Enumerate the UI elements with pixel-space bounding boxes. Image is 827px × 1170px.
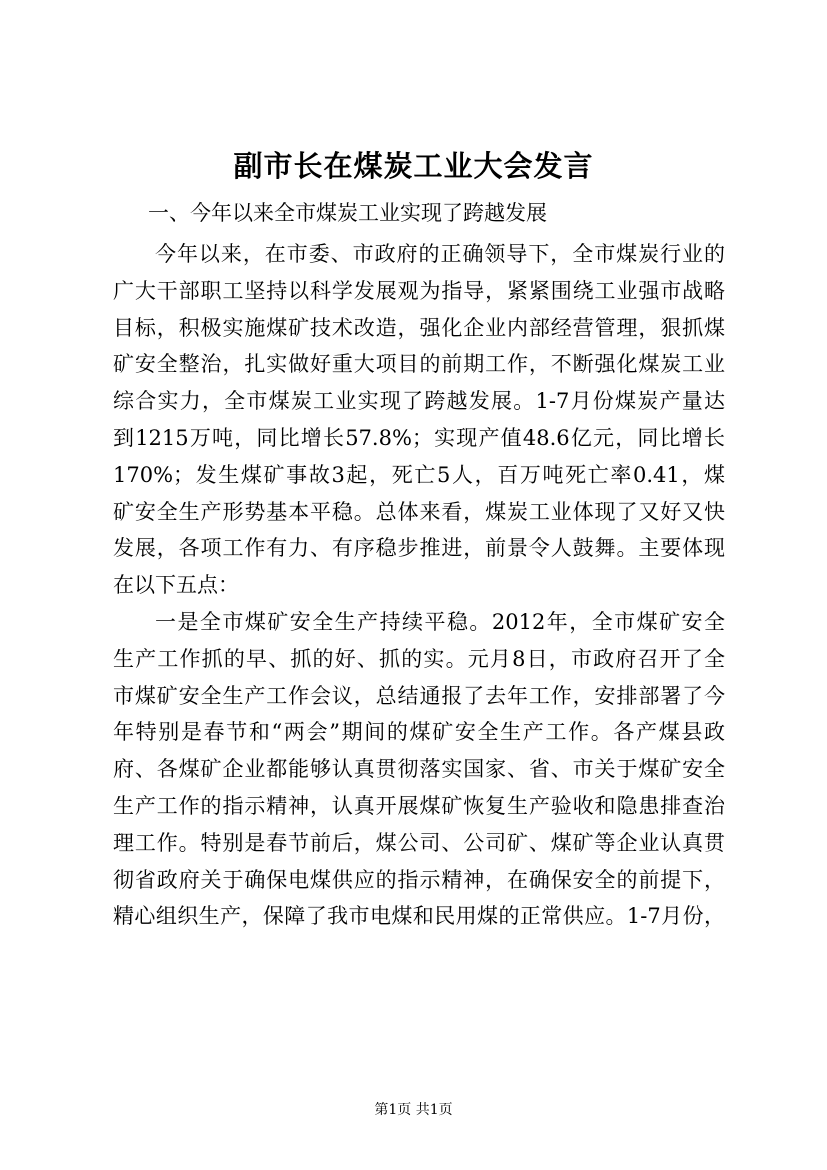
text-line: 今年以来，在市委、市政府的正确领导下，全市煤炭行业的 (155, 242, 725, 266)
text-line: 目标，积极实施煤矿技术改造，强化企业内部经营管理，狠抓煤 (113, 315, 725, 340)
text-line: 到1215万吨，同比增长57.8%；实现产值48.6亿元，同比增长 (113, 425, 725, 450)
text-line: 府、各煤矿企业都能够认真贯彻落实国家、省、市关于煤矿安全 (113, 757, 725, 782)
text-line: 一是全市煤矿安全生产持续平稳。2012年，全市煤矿安全 (155, 609, 725, 634)
text-line: 市煤矿安全生产工作会议，总结通报了去年工作，安排部署了今 (113, 683, 725, 708)
text-line: 矿安全整治，扎实做好重大项目的前期工作，不断强化煤炭工业 (113, 352, 725, 377)
section-heading: 一、今年以来全市煤炭工业实现了跨越发展 (148, 201, 547, 225)
page-footer: 第1页 共1页 (374, 1102, 453, 1118)
text-line: 精心组织生产，保障了我市电煤和民用煤的正常供应。1-7月份， (113, 904, 725, 929)
body-text (113, 236, 725, 935)
text-line: 生产工作抓的早、抓的好、抓的实。元月8日，市政府召开了全 (113, 646, 725, 671)
text-line: 在以下五点： (113, 573, 239, 598)
text-line: 170%；发生煤矿事故3起，死亡5人，百万吨死亡率0.41，煤 (113, 462, 725, 487)
text-line: 年特别是春节和“两会”期间的煤矿安全生产工作。各产煤县政 (113, 720, 725, 745)
text-line: 彻省政府关于确保电煤供应的指示精神，在确保安全的前提下， (113, 867, 725, 892)
text-line: 矿安全生产形势基本平稳。总体来看，煤炭工业体现了又好又快 (113, 499, 725, 524)
text-line: 广大干部职工坚持以科学发展观为指导，紧紧围绕工业强市战略 (113, 278, 725, 303)
text-line: 理工作。特别是春节前后，煤公司、公司矿、煤矿等企业认真贯 (113, 830, 725, 855)
text-line: 生产工作的指示精神，认真开展煤矿恢复生产验收和隐患排查治 (113, 793, 725, 818)
text-line: 发展，各项工作有力、有序稳步推进，前景令人鼓舞。主要体现 (113, 536, 725, 561)
text-line: 综合实力，全市煤炭工业实现了跨越发展。1-7月份煤炭产量达 (113, 389, 725, 414)
document-title: 副市长在煤炭工业大会发言 (233, 149, 594, 183)
